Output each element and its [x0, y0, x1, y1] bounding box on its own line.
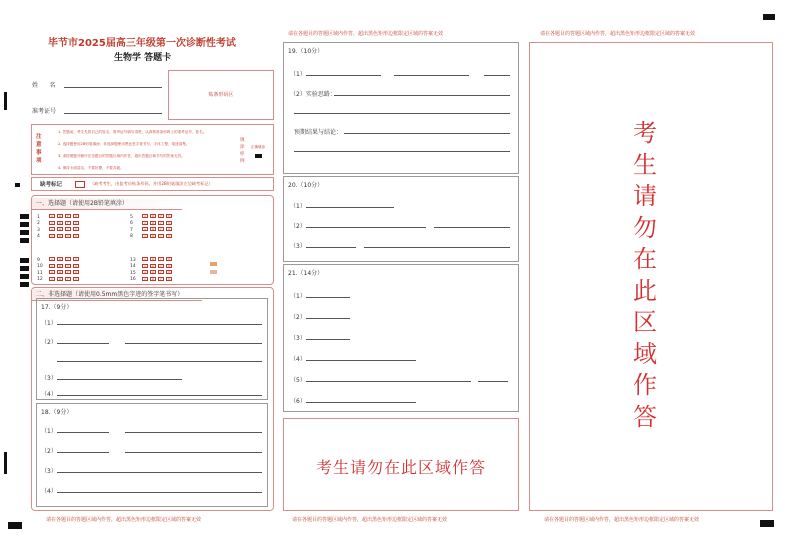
choice-bubble-1-b[interactable]: B [58, 215, 62, 219]
timing-mark [20, 258, 29, 263]
q21-part-1: （1） [290, 293, 306, 300]
q21-line [306, 360, 416, 361]
choice-bubble-3-b[interactable]: B [58, 228, 62, 232]
q17-line [57, 343, 109, 344]
choice-row-15 [130, 270, 174, 276]
q18-part-4: （4） [41, 488, 57, 495]
choice-bubble-9-a[interactable]: A [50, 258, 54, 262]
timing-mark [20, 230, 29, 235]
choice-bubble-1-d[interactable]: D [74, 215, 78, 219]
no-answer-box-col2 [283, 418, 519, 511]
q17-line [57, 379, 182, 380]
choice-row-6 [130, 221, 174, 227]
no-answer-text: 考生请勿在此区域作答 [315, 458, 486, 477]
choice-bubble-11-c[interactable]: C [66, 271, 70, 275]
choice-row-2 [37, 221, 81, 227]
color-swatch [210, 270, 217, 274]
choice-bubble-11-b[interactable]: B [58, 271, 62, 275]
notice-box [31, 124, 274, 175]
choice-row-12 [37, 277, 81, 283]
q20-part-3: （3） [290, 243, 306, 250]
choice-row-13 [130, 257, 174, 263]
timing-mark [4, 92, 7, 110]
q18-line [125, 452, 262, 453]
name-line [64, 87, 162, 88]
choice-bubble-12-d[interactable]: D [74, 277, 78, 282]
q17-line [125, 343, 262, 344]
choice-title: 一、选择题（请使用2B铅笔填涂） [32, 198, 182, 210]
choice-bubble-5-c[interactable]: C [159, 215, 163, 219]
choice-number: 13 [130, 257, 136, 263]
q18-part-1: （1） [41, 428, 57, 435]
q17-part-4: （4） [41, 391, 57, 398]
vertical-no-answer-char: 此 [633, 276, 657, 305]
choice-bubble-7-a[interactable]: A [143, 228, 147, 232]
choice-number: 1 [37, 214, 40, 220]
q18-part-3: （3） [41, 468, 57, 475]
notice-side-label: 注意事项 [36, 134, 42, 164]
notice-item-4: 4. 保持卡面清洁，不要折叠、不要弄破。 [58, 166, 124, 170]
choice-bubble-12-a[interactable]: A [50, 277, 54, 282]
q18-box [36, 403, 268, 507]
choice-number: 2 [37, 221, 40, 226]
choice-bubble-4-d[interactable]: D [74, 234, 78, 239]
absent-note: （缺考考生，由监考员贴条形码，并用2B铅笔填涂左边缺考标记） [90, 181, 213, 186]
choice-row-16 [130, 277, 174, 283]
q21-label: 21.（14分） [288, 270, 324, 277]
choice-bubble-16-b[interactable]: B [151, 277, 155, 282]
nonchoice-title: 二、非选择题（请使用0.5mm黑色字迹的签字笔书写） [32, 289, 202, 301]
q18-part-2: （2） [41, 448, 57, 455]
choice-bubble-6-c[interactable]: C [159, 221, 163, 226]
choice-number: 15 [130, 270, 136, 276]
q21-part-5: （5） [290, 377, 306, 384]
id-line [64, 113, 162, 114]
choice-bubble-2-b[interactable]: B [58, 221, 62, 226]
vertical-no-answer-char: 生 [633, 150, 657, 179]
q21-line [306, 381, 471, 382]
choice-bubble-15-c[interactable]: C [159, 271, 163, 275]
timing-mark [760, 520, 774, 527]
choice-bubble-8-a[interactable]: A [143, 234, 147, 239]
choice-number: 8 [130, 234, 133, 239]
timing-mark [20, 222, 29, 227]
choice-bubble-12-c[interactable]: C [66, 277, 70, 282]
vertical-no-answer-char: 考 [633, 119, 657, 147]
q21-box [283, 264, 519, 412]
choice-bubble-14-b[interactable]: B [151, 264, 155, 269]
choice-number: 16 [130, 277, 136, 282]
choice-bubble-5-a[interactable]: A [143, 215, 147, 219]
q19-box [283, 42, 519, 174]
choice-row-8 [130, 234, 174, 240]
q17-part-2: （2） [41, 339, 57, 346]
q20-line [364, 247, 510, 248]
q18-line [125, 432, 262, 433]
q17-part-3: （3） [41, 375, 57, 382]
timing-mark [20, 282, 29, 287]
choice-bubble-10-c[interactable]: C [66, 264, 70, 269]
choice-number: 9 [37, 257, 40, 263]
choice-bubble-3-c[interactable]: C [66, 228, 70, 232]
choice-bubble-9-b[interactable]: B [58, 258, 62, 262]
choice-bubble-14-d[interactable]: D [167, 264, 171, 269]
timing-mark [4, 452, 7, 474]
q17-line [57, 395, 262, 396]
choice-bubble-15-b[interactable]: B [151, 271, 155, 275]
choice-bubble-12-b[interactable]: B [58, 277, 62, 282]
barcode-area [168, 70, 274, 120]
q17-line [57, 324, 262, 325]
q20-line [434, 227, 510, 228]
choice-number: 11 [37, 270, 43, 276]
q19-line [484, 75, 510, 76]
choice-bubble-13-a[interactable]: A [143, 258, 147, 262]
timing-mark [8, 522, 22, 529]
absent-box [31, 177, 274, 191]
q21-line [306, 339, 350, 340]
choice-bubble-3-a[interactable]: A [50, 228, 54, 232]
choice-bubble-1-a[interactable]: A [50, 215, 54, 219]
choice-row-1 [37, 214, 81, 220]
choice-bubble-13-d[interactable]: D [167, 258, 171, 262]
choice-number: 12 [37, 277, 43, 282]
choice-bubble-14-a[interactable]: A [143, 264, 147, 269]
vertical-no-answer-char: 答 [633, 402, 657, 431]
warning-col3-bottom: 请在各题目的答题区域内作答，超出黑色矩形边框限定区域的答案无效 [544, 517, 700, 523]
choice-bubble-8-b[interactable]: B [151, 234, 155, 239]
q19-line [334, 95, 510, 96]
q20-line [306, 207, 394, 208]
absent-label: 缺考标记 [40, 182, 63, 188]
choice-bubble-16-d[interactable]: D [167, 277, 171, 282]
id-label: 准考证号 [32, 108, 57, 115]
warning-col2-top: 请在各题目的答题区域内作答，超出黑色矩形边框限定区域的答案无效 [288, 31, 444, 37]
choice-bubble-11-d[interactable]: D [74, 271, 78, 275]
q20-label: 20.（10分） [288, 182, 324, 189]
choice-bubble-6-d[interactable]: D [167, 221, 171, 226]
timing-mark [15, 183, 20, 187]
q21-part-3: （3） [290, 335, 306, 342]
warning-col3-top: 请在各题目的答题区域内作答，超出黑色矩形边框限定区域的答案无效 [540, 31, 696, 37]
warning-col2-bottom: 请在各题目的答题区域内作答，超出黑色矩形边框限定区域的答案无效 [292, 517, 448, 523]
choice-bubble-7-c[interactable]: C [159, 228, 163, 232]
choice-row-3 [37, 227, 81, 233]
choice-row-9 [37, 257, 81, 263]
vertical-no-answer-char: 区 [633, 308, 657, 336]
choice-bubble-10-b[interactable]: B [58, 264, 62, 269]
q20-part-1: （1） [290, 203, 306, 210]
choice-row-5 [130, 214, 174, 220]
choice-bubble-13-b[interactable]: B [151, 258, 155, 262]
vertical-no-answer-char: 勿 [633, 213, 657, 242]
choice-bubble-16-a[interactable]: A [143, 277, 147, 282]
q17-line [57, 361, 262, 362]
fill-sample-label: 填涂样例 [240, 138, 245, 164]
q21-part-6: （6） [290, 398, 306, 405]
choice-bubble-4-a[interactable]: A [50, 234, 54, 239]
timing-mark [20, 214, 29, 219]
barcode-label: 贴条形码区 [208, 92, 234, 98]
choice-bubble-5-b[interactable]: B [151, 215, 155, 219]
q20-line [306, 247, 356, 248]
q20-box [283, 176, 519, 262]
fill-correct-label: 正确填涂 [251, 145, 265, 149]
notice-item-2: 2. 选择题使用2B铅笔填涂；非选择题使用黑色签字笔书写，字体工整、笔迹清楚。 [58, 142, 190, 146]
q20-part-2: （2） [290, 223, 306, 230]
fill-sample-mark [255, 154, 262, 158]
absent-checkbox[interactable] [75, 181, 85, 188]
choice-row-14 [130, 264, 174, 270]
choice-number: 10 [37, 264, 43, 269]
q18-line [57, 432, 109, 433]
q21-line [306, 402, 416, 403]
q18-line [57, 492, 262, 493]
choice-bubble-14-c[interactable]: C [159, 264, 163, 269]
choice-bubble-6-b[interactable]: B [151, 221, 155, 226]
color-swatch [210, 262, 217, 266]
timing-mark [763, 14, 775, 20]
timing-mark [20, 274, 29, 279]
q19-line [344, 133, 510, 134]
timing-mark [20, 238, 29, 243]
choice-bubble-16-c[interactable]: C [159, 277, 163, 282]
choice-bubble-15-d[interactable]: D [167, 271, 171, 275]
choice-row-10 [37, 264, 81, 270]
choice-bubble-7-d[interactable]: D [167, 228, 171, 232]
choice-bubble-6-a[interactable]: A [143, 221, 147, 226]
q20-line [306, 227, 426, 228]
vertical-no-answer-char: 请 [633, 182, 657, 210]
q17-part-1: （1） [41, 320, 57, 327]
choice-bubble-8-c[interactable]: C [159, 234, 163, 239]
choice-bubble-9-d[interactable]: D [74, 258, 78, 262]
choice-bubble-11-a[interactable]: A [50, 271, 54, 275]
exam-title: 毕节市2025届高三年级第一次诊断性考试 [48, 38, 236, 49]
q17-label: 17.（9分） [41, 304, 73, 311]
choice-bubble-2-c[interactable]: C [66, 221, 70, 226]
q18-line [57, 472, 262, 473]
vertical-no-answer-char: 作 [633, 371, 657, 399]
choice-number: 7 [130, 227, 133, 233]
choice-row-7 [130, 227, 174, 233]
warning-col1: 请在各题目的答题区域内作答，超出黑色矩形边框限定区域的答案无效 [46, 517, 202, 523]
q19-part-1: （1） [290, 71, 306, 78]
choice-bubble-5-d[interactable]: D [167, 215, 171, 219]
choice-number: 6 [130, 221, 133, 226]
choice-bubble-3-d[interactable]: D [74, 228, 78, 232]
q18-label: 18.（9分） [41, 409, 73, 416]
q19-line [394, 75, 469, 76]
exam-subtitle: 生物学 答题卡 [114, 53, 172, 63]
q19-label: 19.（10分） [288, 48, 324, 55]
choice-number: 4 [37, 234, 40, 239]
q21-part-2: （2） [290, 314, 306, 321]
q19-line [294, 151, 510, 152]
notice-item-1: 1. 答题前，考生先将自己的姓名、准考证号填写清楚，认真核准条形码上的准考证号、姓名。 [58, 130, 207, 134]
q18-line [57, 452, 109, 453]
q21-line [306, 318, 350, 319]
choice-row-4 [37, 234, 81, 240]
choice-number: 3 [37, 227, 40, 233]
q19-line [306, 75, 381, 76]
q21-part-4: （4） [290, 356, 306, 363]
choice-bubble-10-a[interactable]: A [50, 264, 54, 269]
choice-number: 5 [130, 214, 133, 220]
choice-bubble-4-b[interactable]: B [58, 234, 62, 239]
choice-bubble-1-c[interactable]: C [66, 215, 70, 219]
q19-extra: 预期结果与结论： [294, 129, 343, 136]
name-label: 姓 名 [32, 82, 56, 89]
choice-bubble-2-a[interactable]: A [50, 221, 54, 226]
choice-number: 14 [130, 264, 136, 269]
q19-part-2: （2）实验思路： [290, 91, 336, 98]
vertical-no-answer-char: 在 [633, 245, 657, 273]
vertical-no-answer-char: 域 [633, 339, 657, 368]
notice-item-3: 3. 请按照题号顺序在各题目的答题区域内作答，超出答题区域书写的答案无效。 [58, 154, 185, 158]
choice-bubble-15-a[interactable]: A [143, 271, 147, 275]
choice-row-11 [37, 270, 81, 276]
q17-box [36, 298, 268, 400]
choice-bubble-13-c[interactable]: C [159, 258, 163, 262]
choice-bubble-2-d[interactable]: D [74, 221, 78, 226]
q19-line [294, 113, 510, 114]
choice-bubble-10-d[interactable]: D [74, 264, 78, 269]
choice-bubble-7-b[interactable]: B [151, 228, 155, 232]
choice-bubble-4-c[interactable]: C [66, 234, 70, 239]
q21-line [306, 297, 350, 298]
choice-bubble-9-c[interactable]: C [66, 258, 70, 262]
choice-bubble-8-d[interactable]: D [167, 234, 171, 239]
q21-line [478, 381, 508, 382]
timing-mark [20, 266, 29, 271]
